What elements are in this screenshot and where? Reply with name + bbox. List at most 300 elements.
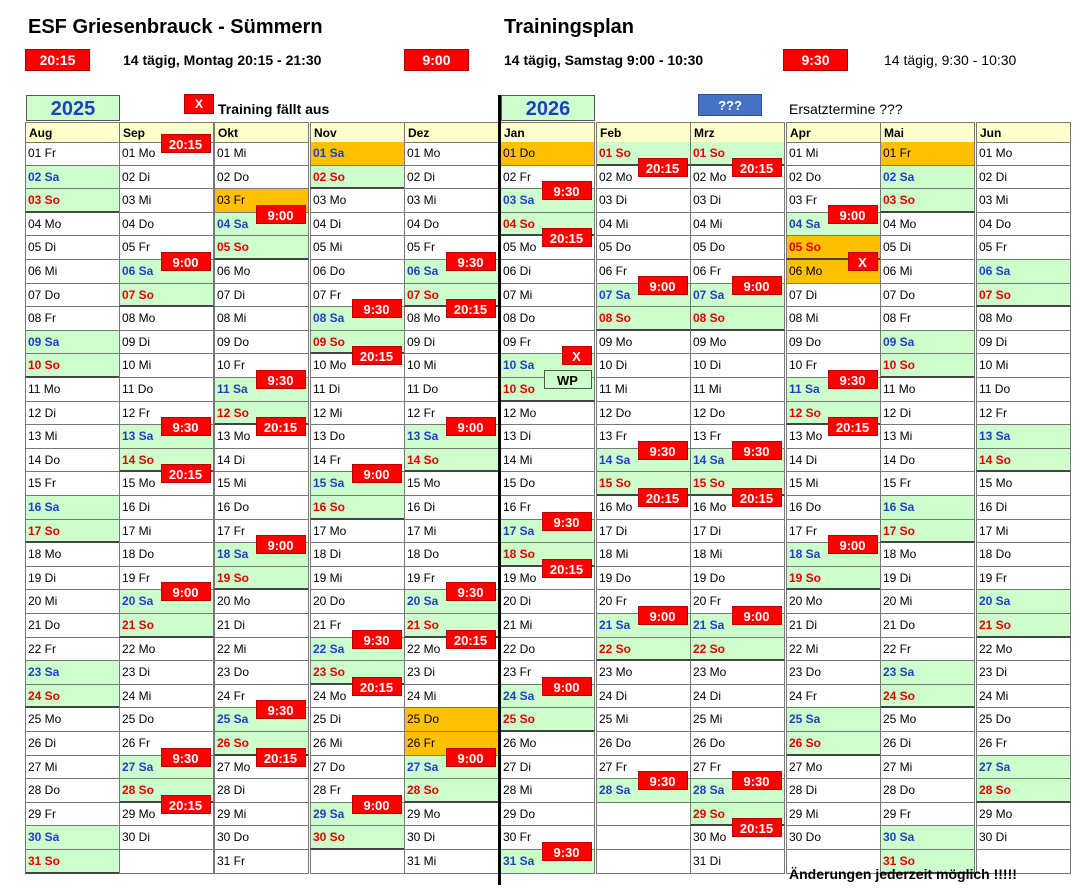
day-cell: 29 Fr (25, 803, 120, 827)
day-cell: 23 Di (404, 661, 499, 685)
day-cell: 26 Di (880, 732, 975, 756)
training-time-badge: 9:30 (446, 252, 496, 271)
slot-badge-saturday: 9:00 (404, 49, 469, 71)
day-cell: 02 Fr (500, 166, 595, 190)
day-cell: 29 Mi (214, 803, 309, 827)
month-header-mrz: Mrz (690, 122, 785, 143)
day-cell: 25 Mo (880, 708, 975, 732)
day-cell: 06 Sa (976, 260, 1071, 284)
day-cell: 23 Do (786, 661, 881, 685)
day-cell: 21 Sa (690, 614, 785, 638)
training-time-badge: 20:15 (446, 630, 496, 649)
day-cell: 15 Fr (880, 472, 975, 496)
day-cell: 19 Mi (310, 567, 405, 591)
day-cell: 27 Mo (214, 756, 309, 780)
day-cell: 10 So (880, 354, 975, 378)
day-cell: 06 Sa (119, 260, 214, 284)
month-header-mai: Mai (880, 122, 975, 143)
day-cell: 29 Mo (976, 803, 1071, 827)
day-cell: 28 Sa (596, 779, 691, 803)
training-time-badge: 9:00 (828, 535, 878, 554)
day-cell: 12 Mo (500, 402, 595, 426)
day-cell: 13 Mi (25, 425, 120, 449)
day-cell: 14 Sa (690, 449, 785, 473)
day-cell: 10 Mi (976, 354, 1071, 378)
day-cell: 10 So (500, 378, 595, 402)
day-cell: 14 So (404, 449, 499, 473)
day-cell: 23 Di (119, 661, 214, 685)
day-cell: 13 Sa (976, 425, 1071, 449)
day-cell: 08 Mo (976, 307, 1071, 331)
day-cell: 04 Di (310, 213, 405, 237)
day-cell: 18 Do (119, 543, 214, 567)
day-cell: 29 Mi (786, 803, 881, 827)
day-cell: 04 Mo (25, 213, 120, 237)
day-cell: 21 Di (786, 614, 881, 638)
day-cell: 15 So (596, 472, 691, 496)
day-cell: 17 Di (596, 520, 691, 544)
day-cell: 27 Sa (119, 756, 214, 780)
day-cell: 24 Fr (786, 685, 881, 709)
day-cell: 20 Sa (976, 590, 1071, 614)
training-time-badge: 20:15 (732, 488, 782, 507)
day-cell: 12 So (214, 402, 309, 426)
day-cell: 14 So (976, 449, 1071, 473)
training-time-badge: 9:00 (161, 252, 211, 271)
day-cell: 27 Mi (880, 756, 975, 780)
cancel-legend-text: Training fällt aus (218, 101, 330, 117)
training-time-badge: 9:00 (638, 606, 688, 625)
day-cell: 14 Fr (310, 449, 405, 473)
day-cell: 29 Do (500, 803, 595, 827)
day-cell: 30 Di (404, 826, 499, 850)
training-time-badge: 9:00 (638, 276, 688, 295)
day-cell: 02 Mo (596, 166, 691, 190)
day-cell: 08 Mo (119, 307, 214, 331)
day-cell: 22 Mo (119, 638, 214, 662)
day-cell: 20 Do (310, 590, 405, 614)
training-time-badge: 20:15 (446, 299, 496, 318)
day-cell: 28 So (404, 779, 499, 803)
day-cell: 15 Fr (25, 472, 120, 496)
day-cell: 04 Sa (786, 213, 881, 237)
day-cell: 19 Do (596, 567, 691, 591)
day-cell: 04 Mo (880, 213, 975, 237)
day-cell: 03 Di (690, 189, 785, 213)
day-cell: 05 Do (690, 236, 785, 260)
month-header-feb: Feb (596, 122, 691, 143)
day-cell: 05 So (786, 236, 881, 260)
cancelled-badge: X (848, 252, 878, 271)
day-cell: 30 Do (786, 826, 881, 850)
day-cell: 07 Do (25, 284, 120, 308)
day-cell: 11 Do (404, 378, 499, 402)
day-cell: 03 Mi (976, 189, 1071, 213)
training-time-badge: 9:00 (352, 464, 402, 483)
day-cell: 08 Mi (786, 307, 881, 331)
training-time-badge: 9:30 (446, 582, 496, 601)
day-cell: 08 Fr (880, 307, 975, 331)
training-time-badge: 9:30 (352, 299, 402, 318)
day-cell: 20 Mi (25, 590, 120, 614)
day-cell: 27 Mi (25, 756, 120, 780)
day-cell: 02 So (310, 166, 405, 190)
day-cell: 10 Fr (214, 354, 309, 378)
day-cell: 19 Fr (119, 567, 214, 591)
day-cell: 30 Di (119, 826, 214, 850)
day-cell: 13 Sa (119, 425, 214, 449)
day-cell: 11 Do (119, 378, 214, 402)
day-cell: 09 Mo (690, 331, 785, 355)
day-cell: 26 Fr (119, 732, 214, 756)
day-cell: 27 Di (500, 756, 595, 780)
day-cell: 28 Do (25, 779, 120, 803)
month-header-aug: Aug (25, 122, 120, 143)
training-time-badge: 9:30 (161, 748, 211, 767)
day-cell: 20 Fr (596, 590, 691, 614)
training-time-badge: 20:15 (256, 417, 306, 436)
day-cell: 15 Sa (310, 472, 405, 496)
day-cell: 01 Fr (25, 142, 120, 166)
training-time-badge: 20:15 (256, 748, 306, 767)
day-cell: 24 Mi (119, 685, 214, 709)
day-cell: 30 Di (976, 826, 1071, 850)
day-cell: 22 Mo (976, 638, 1071, 662)
day-cell: 06 Do (310, 260, 405, 284)
day-cell: 17 Di (690, 520, 785, 544)
day-cell: 25 Sa (214, 708, 309, 732)
day-cell: 24 Fr (214, 685, 309, 709)
training-time-badge: 9:00 (256, 205, 306, 224)
replacement-legend-badge: ??? (698, 94, 762, 116)
day-cell: 07 Do (880, 284, 975, 308)
day-cell: 22 Mo (404, 638, 499, 662)
day-cell: 20 Di (500, 590, 595, 614)
day-cell: 16 So (310, 496, 405, 520)
day-cell: 14 Di (214, 449, 309, 473)
day-cell: 11 Do (976, 378, 1071, 402)
training-time-badge: 20:15 (828, 417, 878, 436)
day-cell: 29 Mo (119, 803, 214, 827)
day-cell: 08 Fr (25, 307, 120, 331)
year-separator (498, 95, 501, 885)
day-cell: 29 Fr (880, 803, 975, 827)
day-cell: 23 So (310, 661, 405, 685)
day-cell: 13 Mi (880, 425, 975, 449)
day-cell: 05 Fr (119, 236, 214, 260)
day-cell: 09 Di (119, 331, 214, 355)
day-cell: 16 Do (786, 496, 881, 520)
day-cell: 07 Sa (596, 284, 691, 308)
day-cell: 04 Do (976, 213, 1071, 237)
month-header-jun: Jun (976, 122, 1071, 143)
training-time-badge: 9:30 (732, 771, 782, 790)
day-cell: 09 Di (976, 331, 1071, 355)
day-cell: 09 Mo (596, 331, 691, 355)
day-cell: 24 Sa (500, 685, 595, 709)
training-time-badge: 9:30 (352, 630, 402, 649)
day-cell: 12 Di (880, 402, 975, 426)
day-cell: 11 Mi (596, 378, 691, 402)
slot-text-monday: 14 tägig, Montag 20:15 - 21:30 (123, 52, 322, 68)
day-cell: 18 So (500, 543, 595, 567)
day-cell: 05 Fr (976, 236, 1071, 260)
day-cell: 21 Sa (596, 614, 691, 638)
slot-badge-930: 9:30 (783, 49, 848, 71)
day-cell: 07 So (119, 284, 214, 308)
training-time-badge: 20:15 (638, 158, 688, 177)
day-cell: 24 So (880, 685, 975, 709)
day-cell: 15 So (690, 472, 785, 496)
day-cell: 22 Mi (214, 638, 309, 662)
day-cell: 17 Sa (500, 520, 595, 544)
day-cell: 12 Do (690, 402, 785, 426)
day-cell: 02 Di (976, 166, 1071, 190)
day-cell: 15 Do (500, 472, 595, 496)
year-2025: 2025 (26, 95, 120, 121)
day-cell: 14 Di (786, 449, 881, 473)
day-cell: 12 So (786, 402, 881, 426)
day-cell: 04 So (500, 213, 595, 237)
training-time-badge: 9:30 (638, 771, 688, 790)
day-cell: 20 Sa (404, 590, 499, 614)
day-cell: 19 Do (690, 567, 785, 591)
day-cell: 26 Do (690, 732, 785, 756)
day-cell: 04 Do (404, 213, 499, 237)
day-cell: 07 Di (786, 284, 881, 308)
day-cell: 28 Di (786, 779, 881, 803)
day-cell: 16 Do (214, 496, 309, 520)
day-cell: 28 So (976, 779, 1071, 803)
slot-badge-monday: 20:15 (25, 49, 90, 71)
day-cell: 20 Fr (690, 590, 785, 614)
day-cell: 25 Do (404, 708, 499, 732)
day-cell: 13 Fr (690, 425, 785, 449)
day-cell: 26 Di (25, 732, 120, 756)
month-header-dez: Dez (404, 122, 499, 143)
training-time-badge: 20:15 (352, 346, 402, 365)
day-cell: 26 Mi (310, 732, 405, 756)
day-cell: 26 Fr (976, 732, 1071, 756)
day-cell: 11 Sa (786, 378, 881, 402)
day-cell: 21 So (119, 614, 214, 638)
day-cell: 30 Sa (880, 826, 975, 850)
day-cell: 21 Do (880, 614, 975, 638)
day-cell: 24 Mi (976, 685, 1071, 709)
day-cell: 28 Mi (500, 779, 595, 803)
day-cell: 11 Mi (690, 378, 785, 402)
day-cell: 20 Mo (786, 590, 881, 614)
club-title: ESF Griesenbrauck - Sümmern (28, 16, 323, 38)
day-cell: 06 Fr (690, 260, 785, 284)
day-cell: 31 Di (690, 850, 785, 874)
training-time-badge: 9:00 (352, 795, 402, 814)
day-cell: 24 Di (690, 685, 785, 709)
day-cell: 16 Mo (690, 496, 785, 520)
day-cell: 16 Mo (596, 496, 691, 520)
day-cell: 16 Di (404, 496, 499, 520)
day-cell: 17 Fr (786, 520, 881, 544)
day-cell: 18 Mo (880, 543, 975, 567)
day-cell: 15 Mo (976, 472, 1071, 496)
day-cell: 11 Mo (880, 378, 975, 402)
footer-note: Änderungen jederzeit möglich !!!!! (789, 866, 1017, 882)
day-cell: 24 So (25, 685, 120, 709)
day-cell: 23 Fr (500, 661, 595, 685)
month-header-jan: Jan (500, 122, 595, 143)
training-time-badge: 9:00 (732, 606, 782, 625)
day-cell: 14 Sa (596, 449, 691, 473)
month-header-sep: Sep (119, 122, 214, 143)
training-time-badge: 20:15 (161, 134, 211, 153)
training-time-badge: 9:30 (542, 842, 592, 861)
day-cell: 16 Fr (500, 496, 595, 520)
day-cell: 06 Sa (404, 260, 499, 284)
day-cell: 07 Sa (690, 284, 785, 308)
day-cell: 18 Di (310, 543, 405, 567)
day-cell: 13 Sa (404, 425, 499, 449)
day-cell: 04 Sa (214, 213, 309, 237)
day-cell: 07 So (404, 284, 499, 308)
day-cell: 10 Fr (786, 354, 881, 378)
day-cell: 02 Di (119, 166, 214, 190)
day-cell: 26 So (786, 732, 881, 756)
day-cell: 22 Mi (786, 638, 881, 662)
day-cell: 18 Mi (690, 543, 785, 567)
day-cell: 25 Sa (786, 708, 881, 732)
training-time-badge: 9:00 (256, 535, 306, 554)
day-cell: 28 Do (880, 779, 975, 803)
training-time-badge: 9:30 (828, 370, 878, 389)
day-cell: 08 So (596, 307, 691, 331)
day-cell: 28 Fr (310, 779, 405, 803)
day-cell: 03 Mi (119, 189, 214, 213)
day-cell: 27 Do (310, 756, 405, 780)
day-cell: 07 Di (214, 284, 309, 308)
day-cell: 01 Mo (976, 142, 1071, 166)
day-cell: 08 Do (500, 307, 595, 331)
day-cell: 25 Mi (596, 708, 691, 732)
day-cell: 25 So (500, 708, 595, 732)
day-cell: 02 Sa (880, 166, 975, 190)
day-cell: 15 Mi (214, 472, 309, 496)
day-cell: 18 Mi (596, 543, 691, 567)
day-cell: 28 So (119, 779, 214, 803)
training-time-badge: 9:00 (732, 276, 782, 295)
day-cell: 29 Mo (404, 803, 499, 827)
day-cell: 09 Do (786, 331, 881, 355)
day-cell: 27 Fr (690, 756, 785, 780)
day-cell: 16 Sa (880, 496, 975, 520)
day-cell: 03 Sa (500, 189, 595, 213)
day-cell: 18 Sa (786, 543, 881, 567)
day-cell: 23 Mo (596, 661, 691, 685)
day-cell: 27 Mo (786, 756, 881, 780)
training-time-badge: 20:15 (352, 677, 402, 696)
cancelled-badge: X (562, 346, 592, 365)
month-header-okt: Okt (214, 122, 309, 143)
day-cell: 24 Mo (310, 685, 405, 709)
day-cell: 18 Do (976, 543, 1071, 567)
training-time-badge: 9:30 (638, 441, 688, 460)
day-cell: 03 Fr (214, 189, 309, 213)
day-cell: 03 Fr (786, 189, 881, 213)
day-cell (310, 850, 405, 874)
day-cell: 07 Fr (310, 284, 405, 308)
day-cell: 06 Mi (25, 260, 120, 284)
day-cell: 29 So (690, 803, 785, 827)
day-cell: 19 Di (880, 567, 975, 591)
slot-text-930: 14 tägig, 9:30 - 10:30 (884, 52, 1017, 68)
day-cell: 03 So (25, 189, 120, 213)
day-cell: 18 Mo (25, 543, 120, 567)
day-cell: 14 Mi (500, 449, 595, 473)
day-cell: 08 So (690, 307, 785, 331)
day-cell: 12 Do (596, 402, 691, 426)
day-cell: 07 Mi (500, 284, 595, 308)
day-cell: 02 Mo (690, 166, 785, 190)
day-cell: 09 Sa (25, 331, 120, 355)
day-cell: 01 So (596, 142, 691, 166)
training-time-badge: 9:00 (542, 677, 592, 696)
day-cell: 31 Mi (404, 850, 499, 874)
day-cell: 12 Fr (119, 402, 214, 426)
training-time-badge: 20:15 (638, 488, 688, 507)
day-cell: 18 Do (404, 543, 499, 567)
day-cell: 31 So (880, 850, 975, 874)
day-cell: 23 Do (214, 661, 309, 685)
day-cell: 12 Mi (310, 402, 405, 426)
day-cell: 06 Mi (880, 260, 975, 284)
day-cell: 17 Mi (119, 520, 214, 544)
day-cell: 09 Sa (880, 331, 975, 355)
day-cell: 21 Di (214, 614, 309, 638)
day-cell: 08 Mi (214, 307, 309, 331)
day-cell: 25 Mi (690, 708, 785, 732)
day-cell: 10 Sa (500, 354, 595, 378)
day-cell: 11 Mo (25, 378, 120, 402)
day-cell: 26 Fr (404, 732, 499, 756)
day-cell: 01 Fr (880, 142, 975, 166)
day-cell: 27 Sa (404, 756, 499, 780)
day-cell: 21 Mi (500, 614, 595, 638)
day-cell: 30 Mo (690, 826, 785, 850)
day-cell (596, 826, 691, 850)
day-cell: 15 Mo (119, 472, 214, 496)
day-cell: 13 Mo (214, 425, 309, 449)
training-time-badge: 9:30 (542, 512, 592, 531)
day-cell: 16 Sa (25, 496, 120, 520)
day-cell: 13 Do (310, 425, 405, 449)
day-cell: 05 Do (596, 236, 691, 260)
day-cell: 19 So (786, 567, 881, 591)
day-cell: 05 Di (25, 236, 120, 260)
day-cell: 21 Do (25, 614, 120, 638)
day-cell: 15 Mi (786, 472, 881, 496)
slot-text-saturday: 14 tägig, Samstag 9:00 - 10:30 (504, 52, 704, 68)
month-header-nov: Nov (310, 122, 405, 143)
replacement-legend-text: Ersatztermine ??? (789, 101, 903, 117)
day-cell: 14 So (119, 449, 214, 473)
day-cell: 06 Di (500, 260, 595, 284)
training-time-badge: 9:30 (542, 181, 592, 200)
day-cell (119, 850, 214, 874)
training-time-badge: 9:00 (446, 748, 496, 767)
day-cell: 26 Do (596, 732, 691, 756)
training-time-badge: 20:15 (161, 795, 211, 814)
day-cell: 13 Di (500, 425, 595, 449)
training-time-badge: 9:00 (446, 417, 496, 436)
